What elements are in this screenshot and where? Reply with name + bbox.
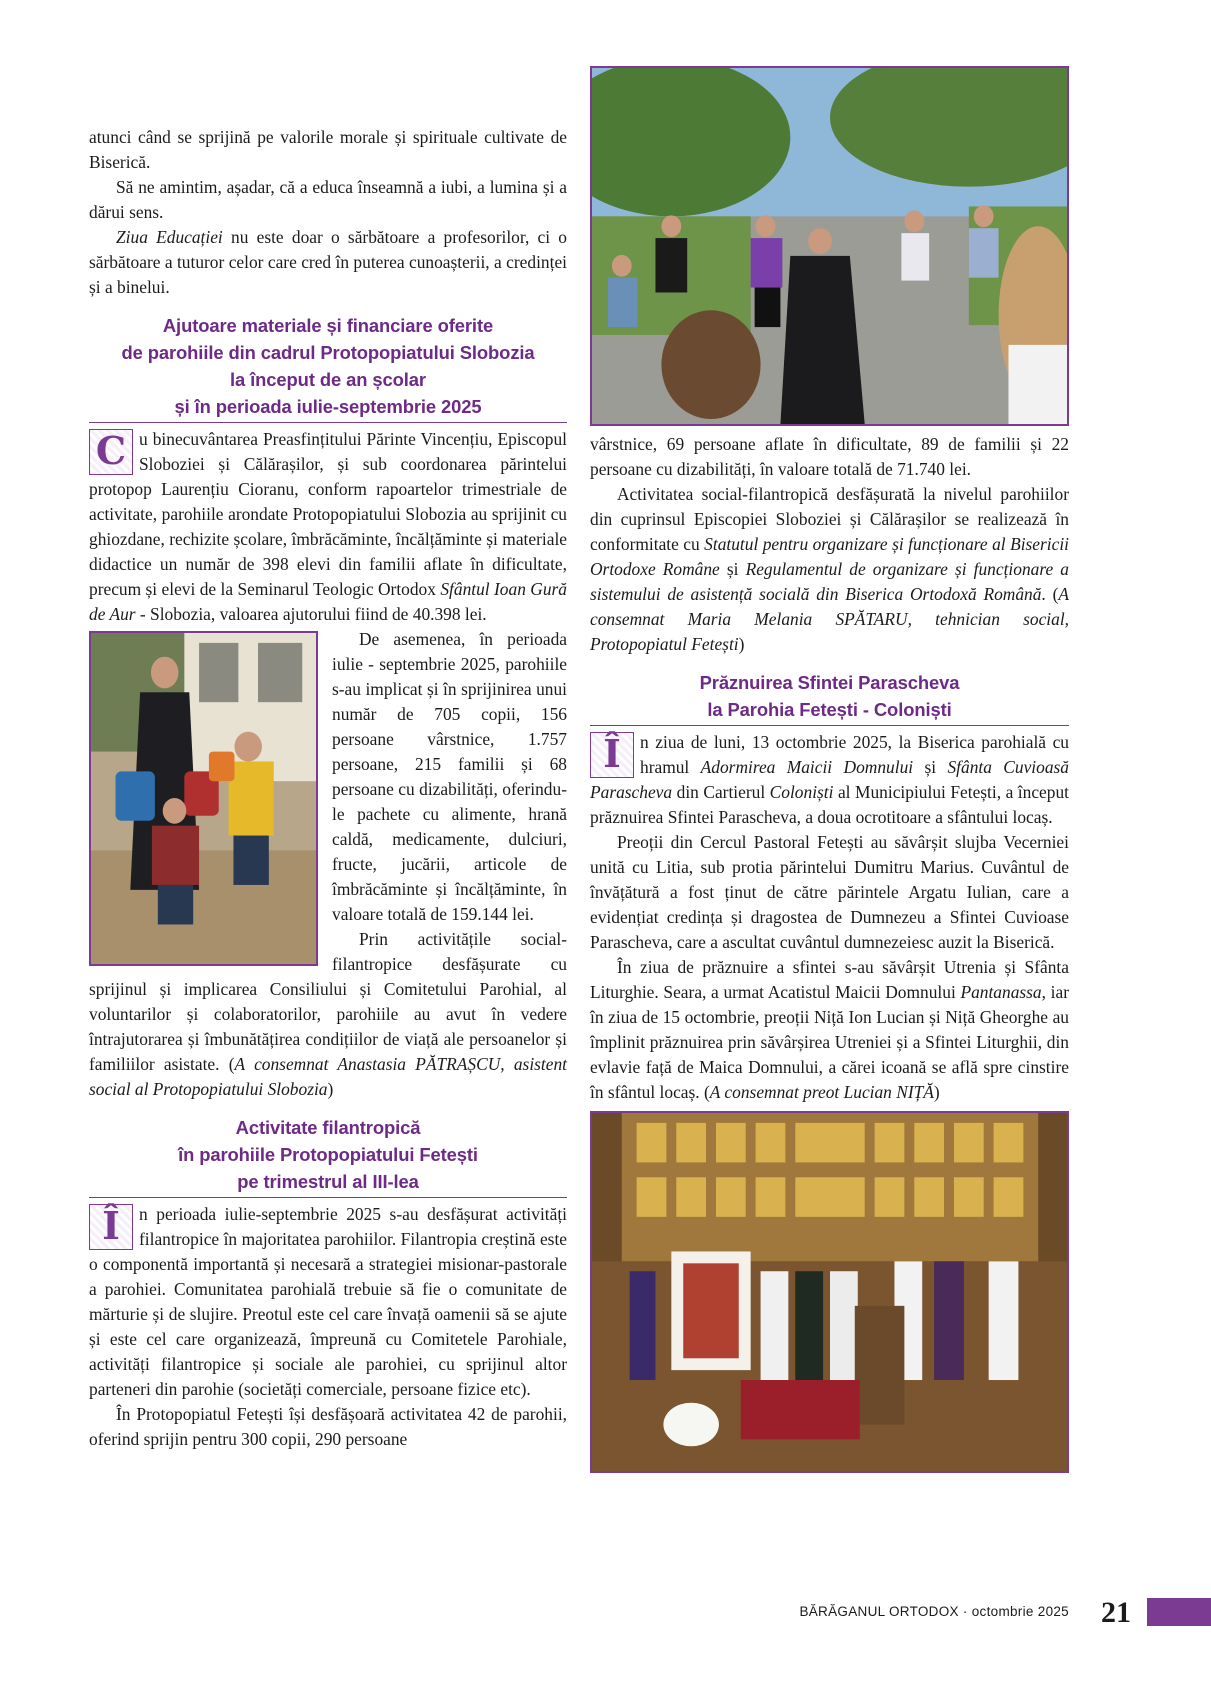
- drop-cap: Î: [590, 732, 634, 778]
- article1-title: Ajutoare materiale și financiare oferite de parohiile din cadrul Protopopiatului Slobozia la început de an școlar și în perioada iulie-septembrie 2025: [89, 312, 567, 423]
- photo-priest-youth-circle-park: [590, 66, 1069, 426]
- photo-illustration: [592, 68, 1067, 424]
- photo-illustration: [91, 633, 316, 964]
- left-column: [89, 0, 567, 1452]
- article2-paragraph-2: În Protopopiatul Fetești își desfășoară activitatea 42 de parohii, oferind sprijin pentru 300 copii, 290 persoane: [89, 1404, 567, 1449]
- article3-paragraph-2: Preoții din Cercul Pastoral Fetești au săvârșit slujba Vecerniei unită cu Litia, sub protia părintelui Dumitru Marius. Cuvântul de învățătură a fost ținut de către părintele Argatu Iulian, care a evidențiat credința și dragostea de Dumnezeu a Sfintei Cuvioase Parascheva, care a ascultat cuvântul dumnezeiesc auzit la Biserică.: [590, 832, 1069, 952]
- photo-church-iconostasis-clergy: [590, 1111, 1069, 1473]
- article3-paragraph-1: Î n ziua de luni, 13 octombrie 2025, la Biserica parohială cu hramul Adormirea Maicii Domnului și Sfânta Cuvioasă Parascheva din Cartierul Coloniști al Municipiului Fetești, a început prăznuirea Sfintei Parascheva, a doua ocrotitoare a sfântului locaș.: [590, 731, 1069, 827]
- footer-accent-bar: [1147, 1598, 1211, 1626]
- drop-cap: Î: [89, 1204, 133, 1250]
- intro-paragraph-3: Ziua Educației nu este doar o sărbătoare a profesorilor, ci o sărbătoare a tuturor celor care cred în puterea cunoașterii, a credinței și a binelui.: [89, 227, 567, 297]
- article2-title: Activitate filantropică în parohiile Protopopiatului Fetești pe trimestrul al III-lea: [89, 1114, 567, 1198]
- article1-paragraph-3: Prin activitățile social-filantropice desfășurate cu sprijinul și implicarea Consiliului și Comitetului Parohial, al voluntarilor și colaboratorilor, parohiile au avut în vedere întrajutorarea și îmbunătățirea condițiilor de viață ale persoanelor și familiilor asistate. (A consemnat Anastasia PĂTRAȘCU, asistent social al Protopopiatului Slobozia): [89, 929, 567, 1099]
- photo-priest-with-children-backpacks: [89, 631, 318, 966]
- right-column: [590, 0, 1069, 1473]
- intro-paragraph-2: Să ne amintim, așadar, că a educa înseamnă a iubi, a lumina și a dărui sens.: [89, 177, 567, 222]
- photo-illustration: [592, 1113, 1067, 1471]
- page-footer: [0, 1598, 1211, 1630]
- article2-continuation-paragraph-2: Activitatea social-filantropică desfășurată la nivelul parohiilor din cuprinsul Episcopiei Sloboziei și Călărașilor se realizează în conformitate cu Statutul pentru organizare și funcționare al Bisericii Ortodoxe Române și Regulamentul de organizare și funcționare a sistemului de asistență socială din Biserica Ortodoxă Română. (A consemnat Maria Melania SPĂTARU, tehnician social, Protopopiatul Fetești): [590, 484, 1069, 654]
- article1-paragraph-2: De asemenea, în perioada iulie - septembrie 2025, parohiile s-au implicat și în sprijinirea unui număr de 705 copii, 156 persoane vârstnice, 1.757 persoane, 215 familii și 68 persoane cu dizabilități, oferindu-le pachete cu alimente, hrană caldă, medicamente, dulciuri, fructe, jucării, articole de îmbrăcăminte și încălțăminte, în valoare totală de 159.144 lei.: [332, 629, 567, 924]
- article2-continuation-paragraph-1: vârstnice, 69 persoane aflate în dificultate, 89 de familii și 22 persoane cu dizabilități, în valoare totală de 71.740 lei.: [590, 434, 1069, 479]
- drop-cap: C: [89, 429, 133, 475]
- intro-paragraph-1: atunci când se sprijină pe valorile morale și spirituale cultivate de Biserică.: [89, 127, 567, 172]
- article3-title: Prăznuirea Sfintei Parascheva la Parohia Fetești - Coloniști: [590, 669, 1069, 726]
- article3-paragraph-3: În ziua de prăznuire a sfintei s-au săvârșit Utrenia și Sfânta Liturghie. Seara, a urmat Acatistul Maicii Domnului Pantanassa, iar în ziua de 15 octombrie, preoții Niță Ion Lucian și Niță Gheorghe au împlinit prăznuirea prin săvârșirea Utreniei și a Sfintei Liturghii, din evlavie față de Maica Domnului, a cărei icoană se află spre cinstire în sfântul locaș. (A consemnat preot Lucian NIȚĂ): [590, 957, 1069, 1102]
- article1-paragraph-1: C u binecuvântarea Preasfințitului Părinte Vincențiu, Episcopul Sloboziei și Călărașilor, și sub coordonarea părintelui protopop Laurențiu Cioranu, conform rapoartelor trimestriale de activitate, parohiile arondate Protopopiatului Slobozia au sprijinit cu ghiozdane, rechizite școlare, îmbrăcăminte, încălțăminte și materiale didactice un număr de 398 elevi din familii aflate în dificultate, precum și elevi de la Seminarul Teologic Ortodox Sfântul Ioan Gură de Aur - Slobozia, valoarea ajutorului fiind de 40.398 lei.: [89, 428, 567, 624]
- article2-paragraph-1: Î n perioada iulie-septembrie 2025 s-au desfășurat activități filantropice în majoritatea parohiilor. Filantropia creștină este o componentă importantă și necesară a strategiei misionar-pastorale a parohiei. Comunitatea parohială trebuie să fie o comunitate de mărturie și de slujire. Preotul este cel care învață oamenii să se ajute și este cel care organizează, împreună cu Comitetele Parohiale, activități filantropice și sociale ale parohiei, cu sprijinul altor parteneri din parohie (societăți comerciale, persoane fizice etc).: [89, 1203, 567, 1399]
- page-number: 21: [1101, 1596, 1131, 1629]
- publication-name: BĂRĂGANUL ORTODOX · octombrie 2025: [799, 1604, 1069, 1619]
